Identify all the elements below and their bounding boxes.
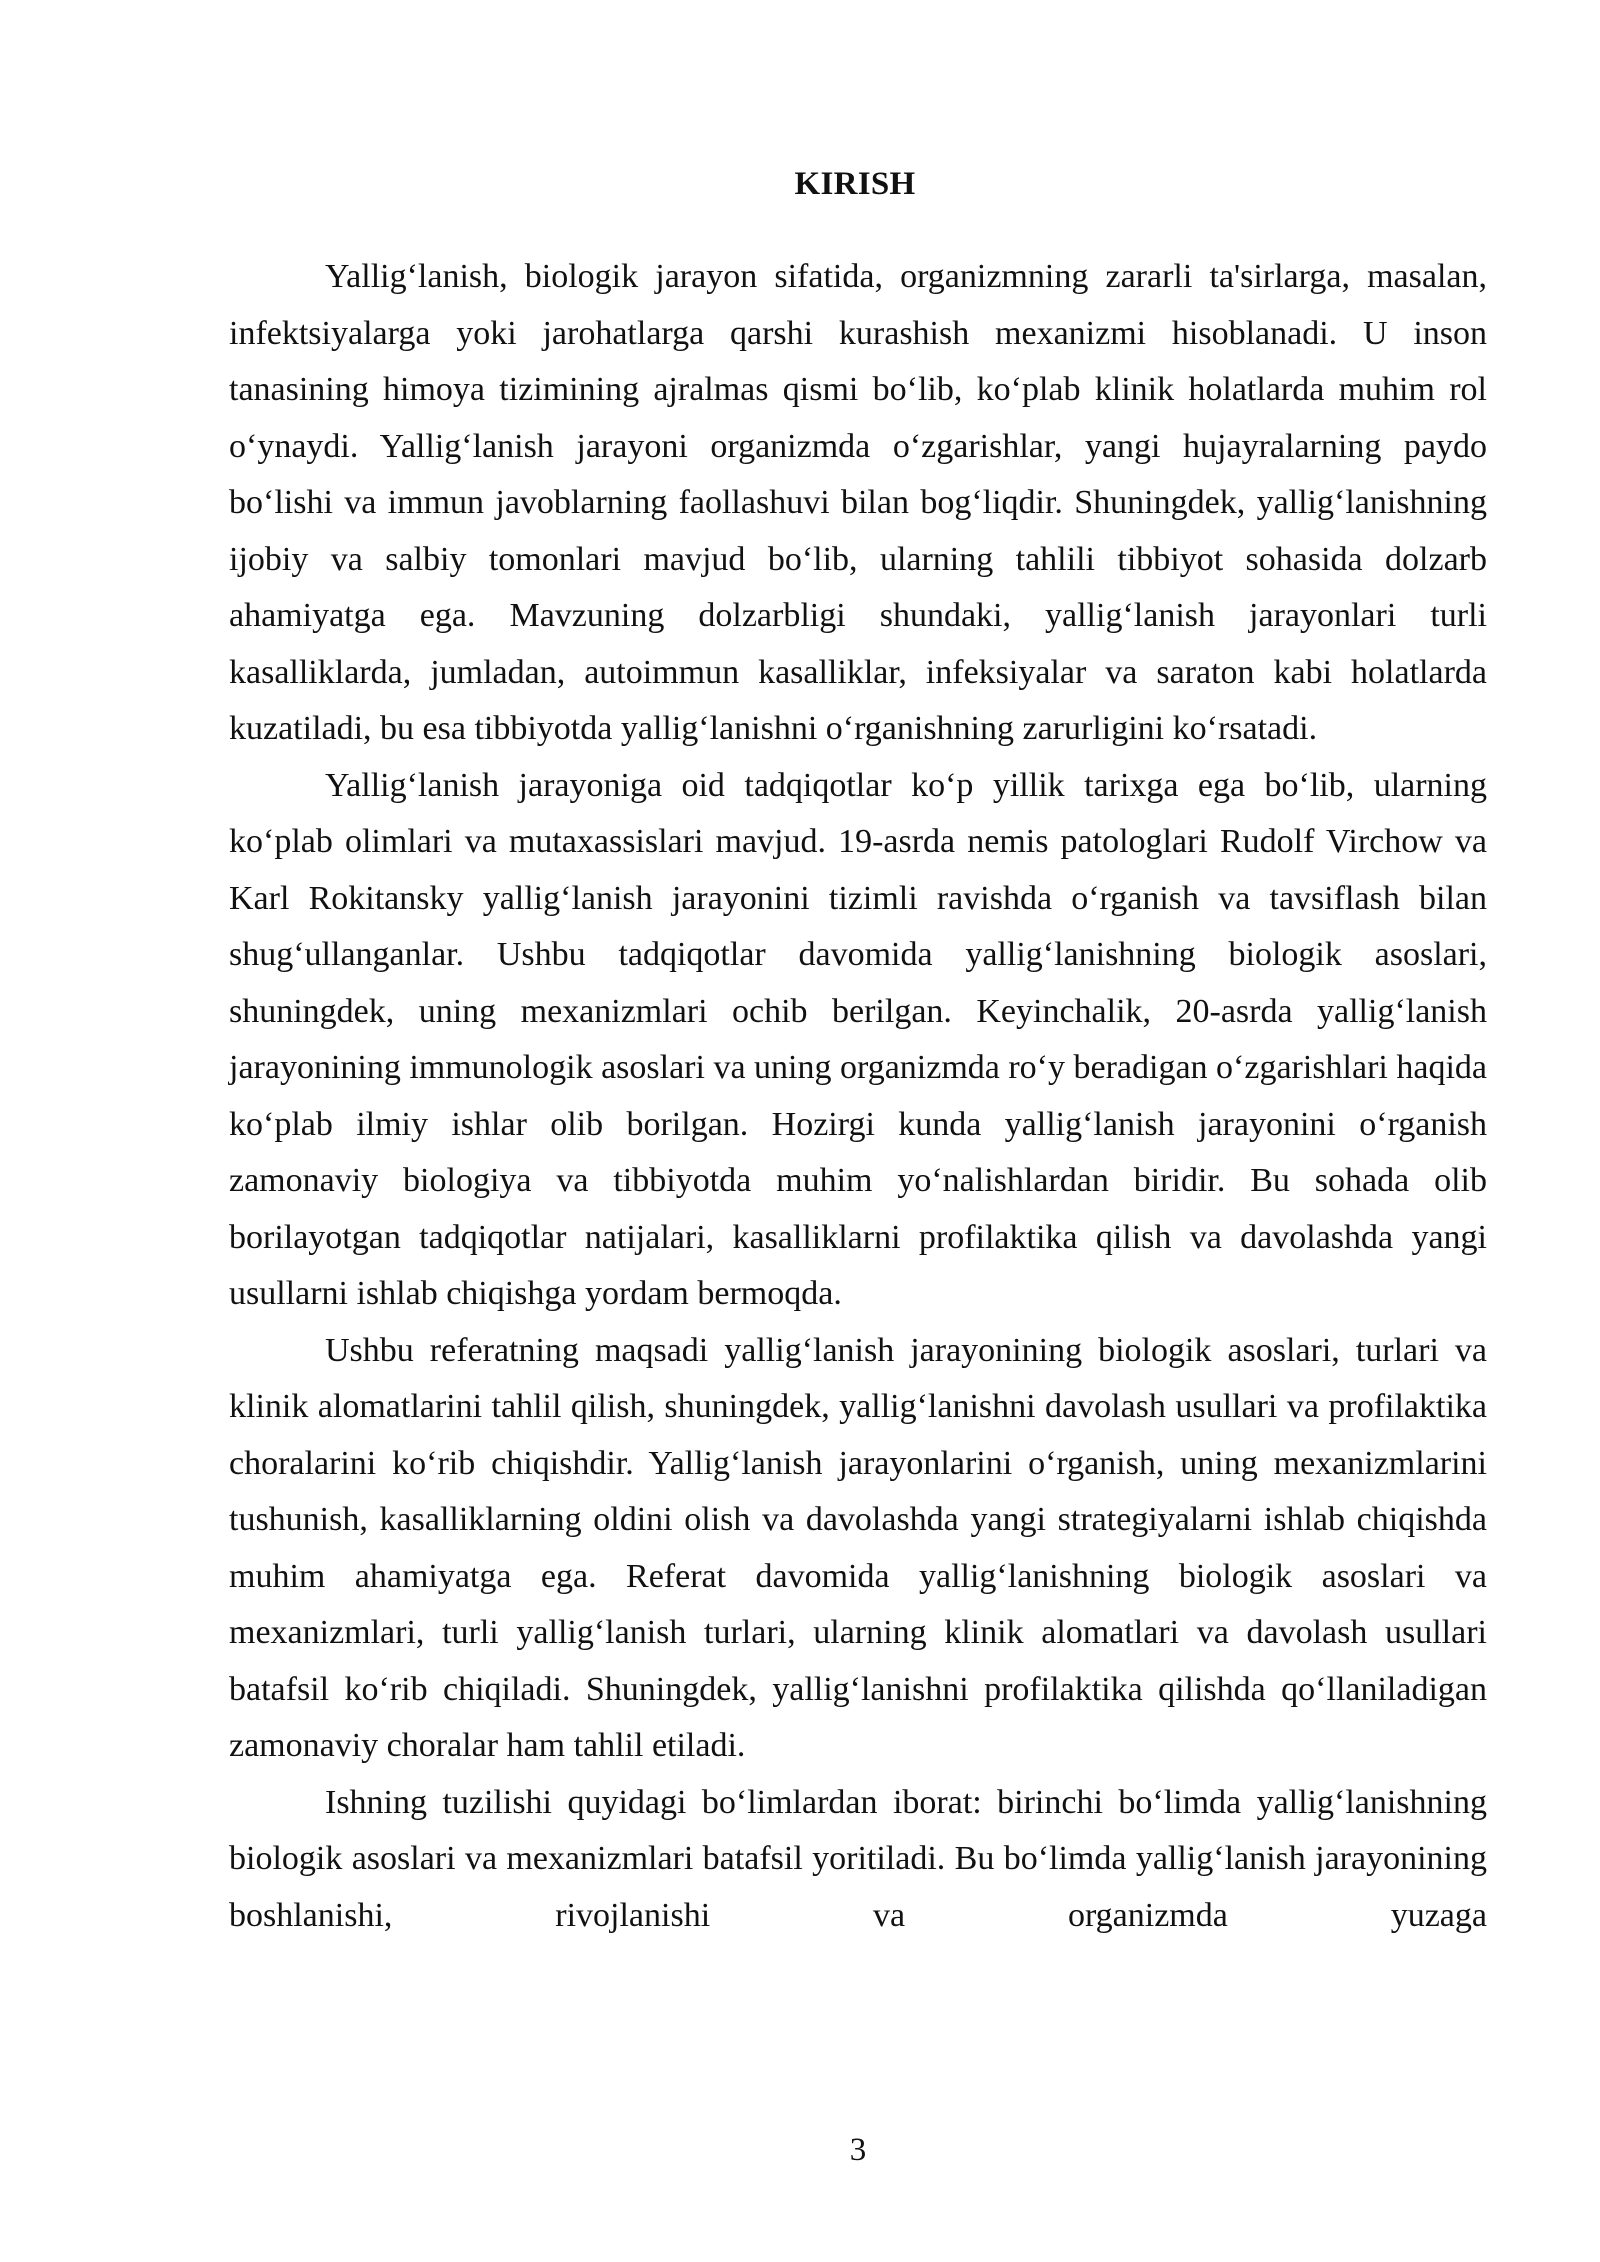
paragraph: Yallig‘lanish, biologik jarayon sifatida, organizmning zararli ta'sirlarga, masalan, infektsiyalarga yoki jarohatlarga qarshi kurashish mexanizmi hisoblanadi. U inson tanasining himoya tizimining ajralmas qismi bo‘lib, ko‘plab klinik holatlarda muhim rol o‘ynaydi. Yallig‘lanish jarayoni organizmda o‘zgarishlar, yangi hujayralarning paydo bo‘lishi va immun javoblarning faollashuvi bilan bog‘liqdir. Shuningdek, yallig‘lanishning ijobiy va salbiy tomonlari mavjud bo‘lib, ularning tahlili tibbiyot sohasida dolzarb ahamiyatga ega. Mavzuning dolzarbligi shundaki, yallig‘lanish jarayonlari turli kasalliklarda, jumladan, autoimmun kasalliklar, infeksiyalar va saraton kabi holatlarda kuzatiladi, bu esa tibbiyotda yallig‘lanishni o‘rganishning zarurligini ko‘rsatadi. — [229, 258, 1487, 747]
body-text — [229, 249, 1487, 1944]
paragraph: Yallig‘lanish jarayoniga oid tadqiqotlar ko‘p yillik tarixga ega bo‘lib, ularning ko‘plab olimlari va mutaxassislari mavjud. 19-asrda nemis patologlari Rudolf Virchow va Karl Rokitansky yallig‘lanish jarayonini tizimli ravishda o‘rganish va tavsiflash bilan shug‘ullanganlar. Ushbu tadqiqotlar davomida yallig‘lanishning biologik asoslari, shuningdek, uning mexanizmlari ochib berilgan. Keyinchalik, 20-asrda yallig‘lanish jarayonining immunologik asoslari va uning organizmda ro‘y beradigan o‘zgarishlari haqida ko‘plab ilmiy ishlar olib borilgan. Hozirgi kunda yallig‘lanish jarayonini o‘rganish zamonaviy biologiya va tibbiyotda muhim yo‘nalishlardan biridir. Bu sohada olib borilayotgan tadqiqotlar natijalari, kasalliklarni profilaktika qilish va davolashda yangi usullarni ishlab chiqishga yordam bermoqda. — [229, 766, 1487, 1312]
paragraph-continued: Ishning tuzilishi quyidagi bo‘limlardan iborat: birinchi bo‘limda yallig‘lanishning biologik asoslari va mexanizmlari batafsil yoritiladi. Bu bo‘limda yallig‘lanish jarayonining boshlanishi, rivojlanishi va organizmda yuzaga — [229, 1783, 1487, 1934]
page-number: 3 — [849, 2132, 867, 2168]
page-title: KIRISH — [794, 166, 916, 202]
paragraph: Ushbu referatning maqsadi yallig‘lanish jarayonining biologik asoslari, turlari va klinik alomatlarini tahlil qilish, shuningdek, yallig‘lanishni davolash usullari va profilaktika choralarini ko‘rib chiqishdir. Yallig‘lanish jarayonlarini o‘rganish, uning mexanizmlarini tushunish, kasalliklarning oldini olish va davolashda yangi strategiyalarni ishlab chiqishda muhim ahamiyatga ega. Referat davomida yallig‘lanishning biologik asoslari va mexanizmlari, turli yallig‘lanish turlari, ularning klinik alomatlari va davolash usullari batafsil ko‘rib chiqiladi. Shuningdek, yallig‘lanishni profilaktika qilishda qo‘llaniladigan zamonaviy choralar ham tahlil etiladi. — [229, 1331, 1487, 1764]
